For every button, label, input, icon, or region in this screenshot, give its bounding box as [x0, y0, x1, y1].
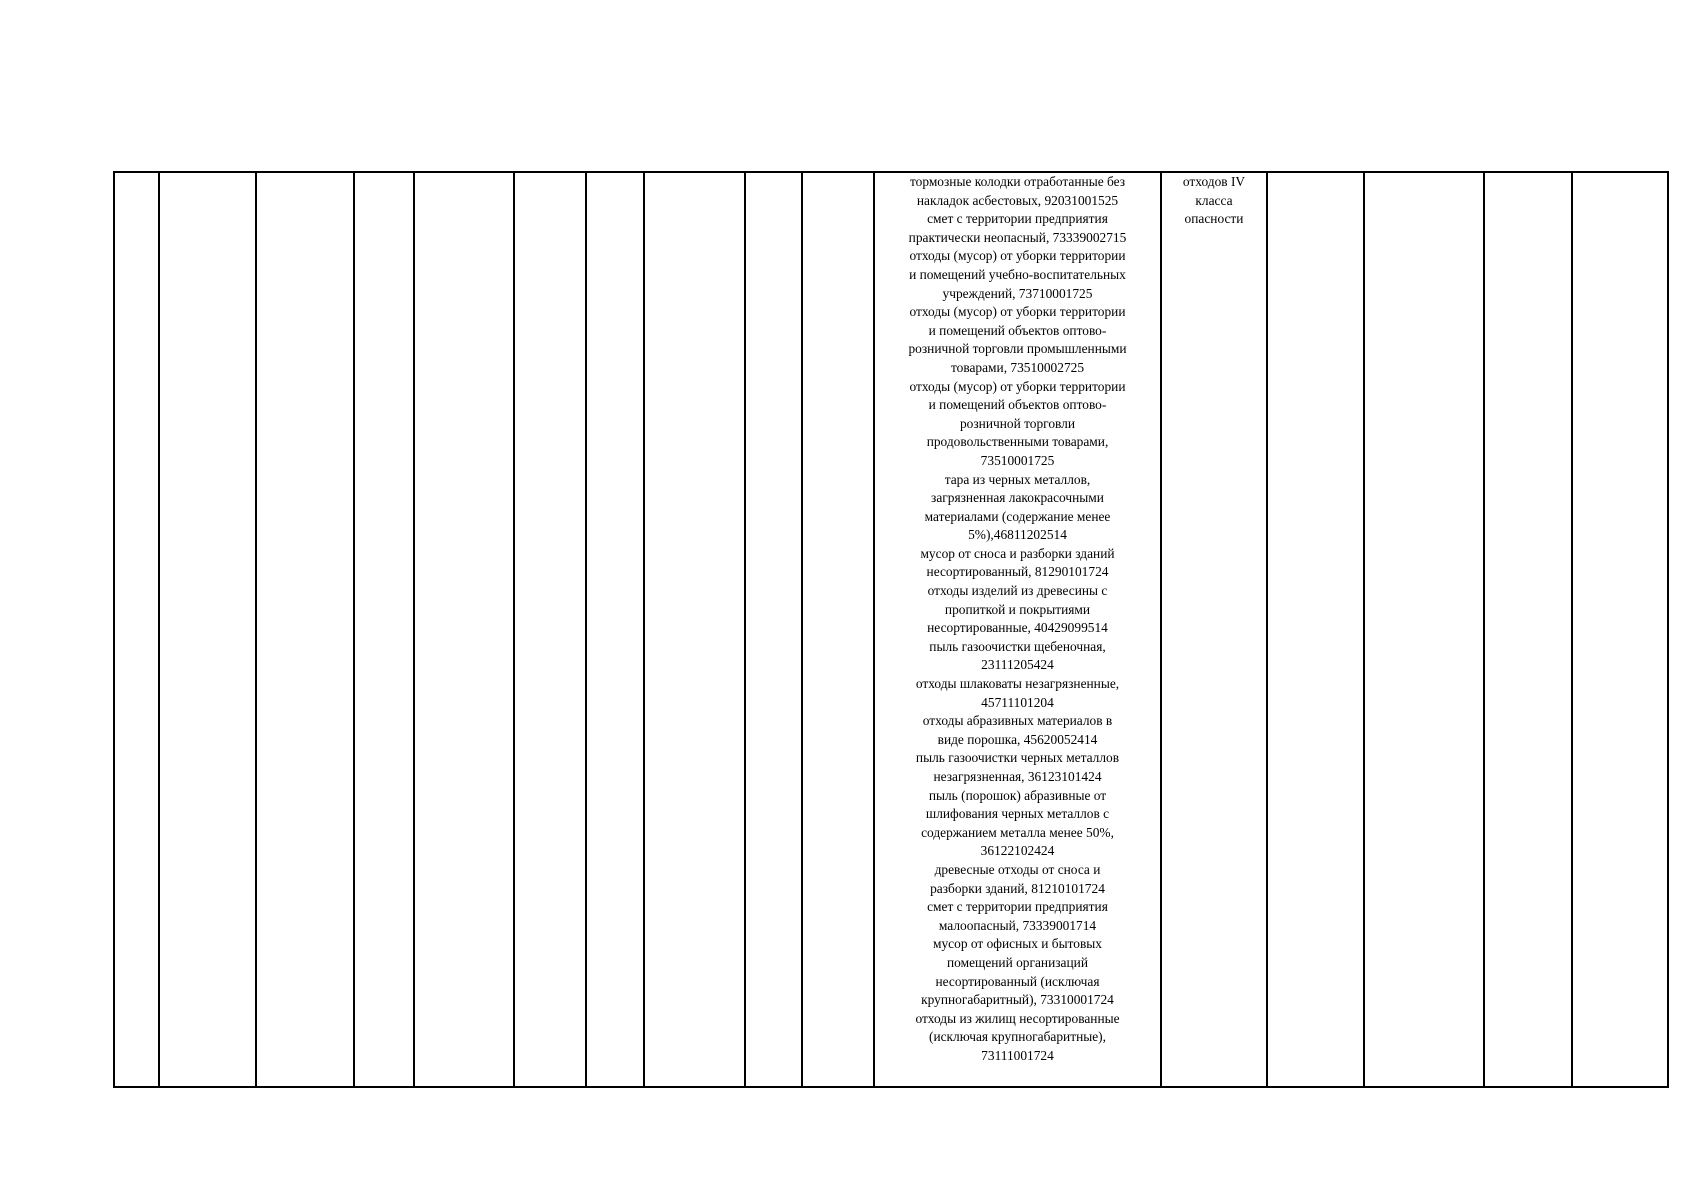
waste-line: пыль газоочистки черных металлов	[915, 750, 1120, 766]
empty-cell	[802, 172, 874, 1087]
waste-line: отходы (мусор) от уборки территории	[909, 304, 1126, 320]
waste-line: и помещений объектов оптово-	[928, 397, 1107, 413]
hazard-class-cell	[1161, 172, 1267, 1087]
waste-line: отходы абразивных материалов в	[922, 713, 1113, 729]
waste-line: 23111205424	[981, 657, 1054, 673]
waste-types-cell	[874, 172, 1161, 1087]
waste-line: смет с территории предприятия	[927, 211, 1108, 227]
empty-cell	[114, 172, 159, 1087]
waste-line: несортированный (исключая	[935, 973, 1100, 989]
waste-line: (исключая крупногабаритные),	[928, 1029, 1106, 1045]
waste-line: товарами, 73510002725	[950, 359, 1085, 375]
empty-cell	[354, 172, 414, 1087]
table-row	[114, 172, 1668, 1087]
waste-line: розничной торговли	[959, 415, 1076, 431]
hazard-class-line: отходов IV	[1182, 174, 1246, 189]
empty-cell	[745, 172, 802, 1087]
waste-line: отходы изделий из древесины с	[927, 583, 1108, 599]
empty-cell	[256, 172, 354, 1087]
waste-line: малоопасный, 73339001714	[938, 917, 1097, 933]
waste-line: мусор от офисных и бытовых	[933, 936, 1102, 952]
waste-line: несортированные, 40429099514	[927, 620, 1108, 636]
waste-line: пыль (порошок) абразивные от	[928, 787, 1107, 803]
waste-line: продовольственными товарами,	[926, 434, 1109, 450]
waste-line: незагрязненная, 36123101424	[933, 769, 1102, 784]
waste-line: розничной торговли промышленными	[908, 341, 1127, 357]
waste-line: 36122102424	[980, 843, 1055, 859]
waste-table	[113, 171, 1669, 1088]
waste-line: тормозные колодки отработанные без	[909, 174, 1126, 189]
waste-line: содержанием металла менее 50%,	[921, 824, 1114, 840]
empty-cell	[159, 172, 256, 1087]
waste-line: 5%),46811202514	[968, 527, 1067, 543]
hazard-class-line: класса	[1195, 192, 1233, 208]
waste-line: отходы из жилищ несортированные	[915, 1010, 1120, 1026]
waste-line: пыль газоочистки щебеночная,	[929, 638, 1106, 654]
empty-cell	[414, 172, 514, 1087]
waste-line: накладок асбестовых, 92031001525	[916, 192, 1119, 208]
waste-line: пропиткой и покрытиями	[944, 601, 1091, 617]
waste-line: шлифования черных металлов с	[925, 806, 1110, 822]
waste-line: отходы (мусор) от уборки территории	[909, 378, 1126, 394]
empty-cell	[1267, 172, 1364, 1087]
waste-line: несортированный, 81290101724	[926, 564, 1109, 580]
waste-line: и помещений учебно-воспитательных	[909, 266, 1126, 282]
waste-line: 73111001724	[981, 1047, 1054, 1063]
waste-line: практически неопасный, 73339002715	[908, 229, 1127, 245]
waste-line: разборки зданий, 81210101724	[930, 880, 1105, 896]
waste-line: отходы шлаковаты незагрязненные,	[915, 676, 1120, 692]
empty-cell	[1572, 172, 1668, 1087]
empty-cell	[644, 172, 745, 1087]
waste-line: виде порошка, 45620052414	[937, 731, 1098, 747]
waste-line: 45711101204	[981, 694, 1054, 710]
waste-line: крупногабаритный), 73310001724	[921, 992, 1114, 1008]
empty-cell	[586, 172, 644, 1087]
waste-line: помещений организаций	[946, 954, 1088, 970]
waste-line: материалами (содержание менее	[924, 508, 1111, 524]
waste-line: древесные отходы от сноса и	[934, 861, 1101, 877]
empty-cell	[514, 172, 586, 1087]
waste-line: и помещений объектов оптово-	[928, 322, 1107, 338]
waste-line: смет с территории предприятия	[927, 899, 1108, 915]
waste-line: мусор от сноса и разборки зданий	[920, 545, 1115, 561]
empty-cell	[1364, 172, 1484, 1087]
waste-line: отходы (мусор) от уборки территории	[909, 248, 1126, 264]
empty-cell	[1484, 172, 1572, 1087]
waste-line: тара из черных металлов,	[944, 471, 1091, 487]
waste-line: 73510001725	[980, 452, 1055, 468]
hazard-class-line: опасности	[1184, 211, 1244, 227]
waste-line: учреждений, 73710001725	[942, 285, 1093, 301]
waste-line: загрязненная лакокрасочными	[931, 490, 1104, 506]
